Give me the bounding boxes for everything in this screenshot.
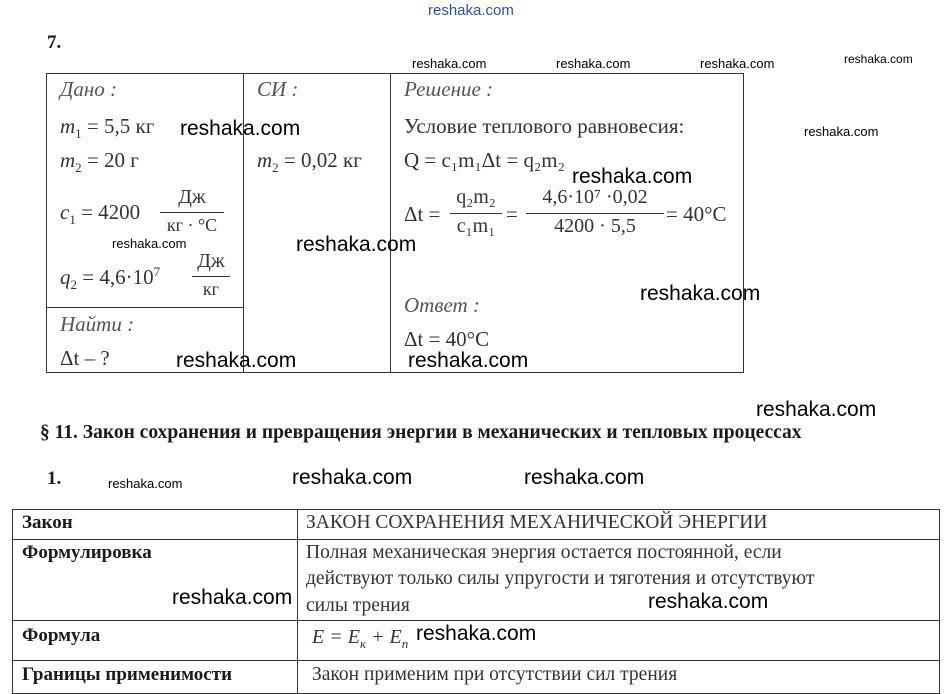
given-m2: $m_2 = 20$ г bbox=[60, 148, 139, 176]
given-q2: $q_2 = 4,6\cdot 10^7$ bbox=[60, 264, 161, 293]
c1-unit: Дж кг · °С bbox=[160, 186, 224, 236]
si-m2: $m_2 = 0,02$ кг bbox=[257, 148, 362, 176]
row-value-formulation-line2: действуют только силы упругости и тяготения и отсутствуют bbox=[306, 568, 815, 589]
watermark: reshaka.com bbox=[648, 590, 769, 613]
row-value-law: ЗАКОН СОХРАНЕНИЯ МЕХАНИЧЕСКОЙ ЭНЕРГИИ bbox=[306, 512, 768, 533]
watermark: reshaka.com bbox=[112, 236, 187, 251]
section-title: § 11. Закон сохранения и превращения энергии в механических и тепловых процессах bbox=[40, 422, 802, 443]
watermark: reshaka.com bbox=[844, 52, 913, 66]
find-value: Δt – ? bbox=[60, 346, 110, 370]
watermark: reshaka.com bbox=[416, 622, 537, 645]
watermark: reshaka.com bbox=[296, 233, 417, 256]
watermark: reshaka.com bbox=[408, 349, 529, 372]
row-label-applicability: Границы применимости bbox=[22, 664, 233, 685]
q2-unit: Дж кг bbox=[192, 250, 230, 300]
watermark: reshaka.com bbox=[412, 56, 487, 71]
answer-value: Δt = 40°С bbox=[404, 327, 490, 351]
watermark: reshaka.com bbox=[524, 466, 645, 489]
given-m1: $m_1 = 5,5$ кг bbox=[60, 114, 155, 142]
solution-header: Решение : bbox=[404, 77, 494, 101]
result: = 40°С bbox=[666, 202, 727, 226]
fraction-1: q₂m₂ c₁m₁ bbox=[450, 186, 502, 238]
row-label-formulation: Формулировка bbox=[22, 542, 152, 563]
watermark: reshaka.com bbox=[108, 476, 183, 491]
si-header: СИ : bbox=[257, 77, 299, 101]
answer-header: Ответ : bbox=[404, 293, 480, 317]
watermark: reshaka.com bbox=[572, 165, 693, 188]
row-value-applicability: Закон применим при отсутствии сил трения bbox=[312, 664, 678, 685]
fraction-2: 4,6·10⁷ ·0,02 4200 · 5,5 bbox=[526, 186, 664, 238]
given-header: Дано : bbox=[60, 77, 118, 101]
row-label-formula: Формула bbox=[22, 625, 101, 646]
watermark: reshaka.com bbox=[428, 2, 514, 19]
problem-number: 1. bbox=[47, 468, 62, 489]
given-c1: $c_1 = 4200$ bbox=[60, 200, 141, 228]
watermark: reshaka.com bbox=[172, 586, 293, 609]
row-value-formula: $E = E_к + E_п$ bbox=[312, 626, 409, 651]
watermark: reshaka.com bbox=[556, 56, 631, 71]
row-label-law: Закон bbox=[22, 512, 73, 533]
equilibrium-condition: Условие теплового равновесия: bbox=[404, 114, 685, 138]
watermark: reshaka.com bbox=[180, 117, 301, 140]
watermark: reshaka.com bbox=[176, 349, 297, 372]
row-value-formulation-line1: Полная механическая энергия остается постоянной, если bbox=[306, 542, 782, 563]
equals-sign: = bbox=[506, 202, 518, 226]
equation-1: Q = c₁m₁Δt = q₂m₂ bbox=[404, 148, 565, 172]
watermark: reshaka.com bbox=[640, 282, 761, 305]
delta-t-label: Δt = bbox=[404, 202, 441, 226]
problem-number: 7. bbox=[47, 32, 62, 53]
find-header: Найти : bbox=[60, 312, 135, 336]
watermark: reshaka.com bbox=[756, 398, 877, 421]
watermark: reshaka.com bbox=[804, 124, 879, 139]
row-value-formulation-line3: силы трения bbox=[306, 595, 410, 616]
watermark: reshaka.com bbox=[700, 56, 775, 71]
watermark: reshaka.com bbox=[292, 466, 413, 489]
